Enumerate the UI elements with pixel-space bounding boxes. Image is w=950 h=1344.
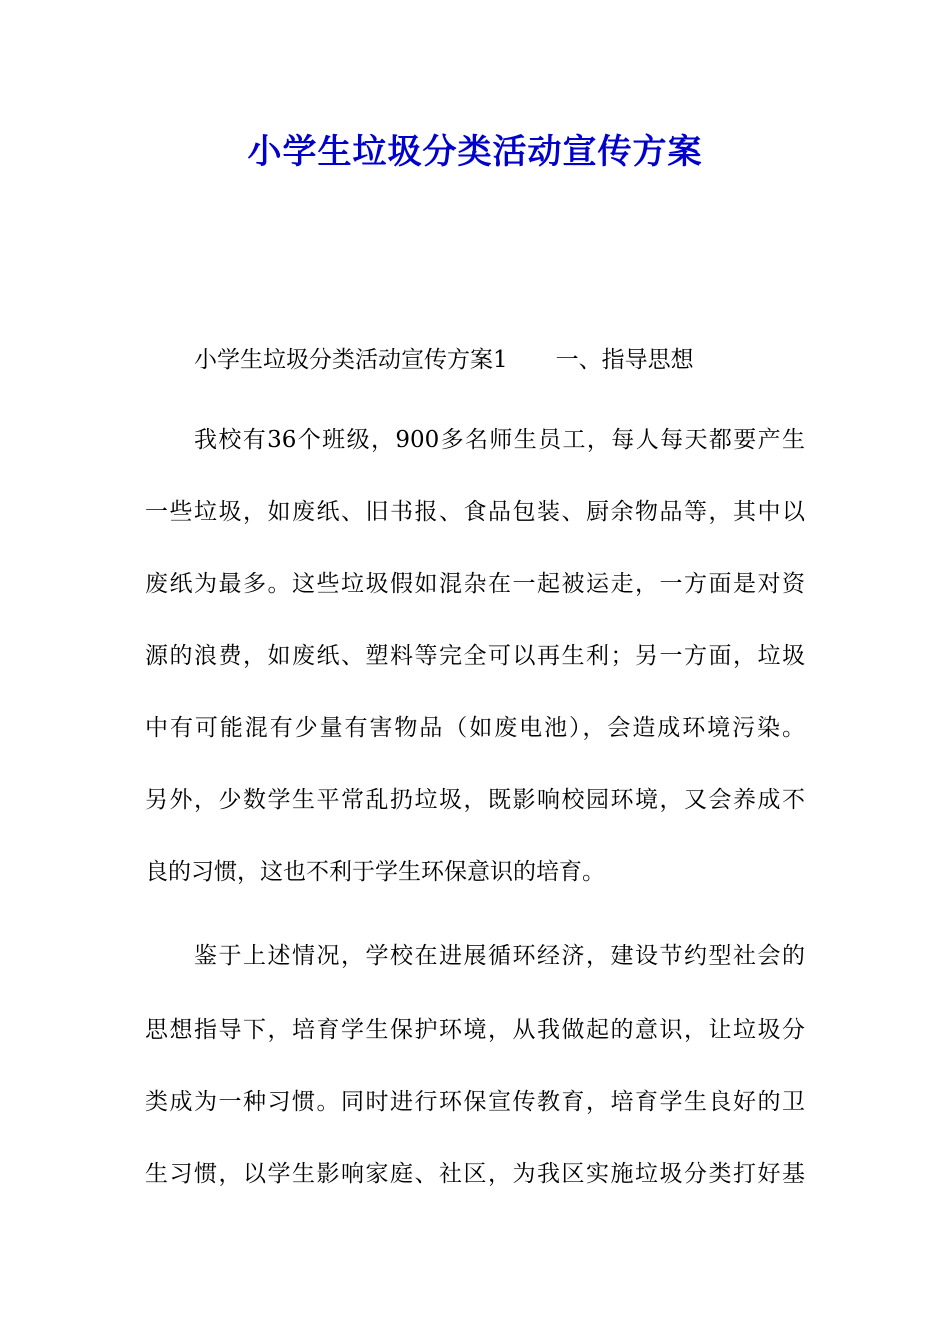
document-title: 小学生垃圾分类活动宣传方案 — [247, 132, 703, 172]
paragraph-line: 一些垃圾，如废纸、旧书报、食品包装、厨余物品等，其中以 — [145, 499, 805, 525]
section-heading-line — [194, 342, 694, 378]
paragraph-line: 废纸为最多。这些垃圾假如混杂在一起被运走，一方面是对资 — [145, 571, 805, 597]
paragraph-line: 中有可能混有少量有害物品（如废电池），会造成环境污染。 — [145, 715, 805, 741]
paragraph-line: 我校有36个班级，900多名师生员工，每人每天都要产生 — [194, 427, 805, 453]
paragraph-line: 思想指导下，培育学生保护环境，从我做起的意识，让垃圾分 — [145, 1017, 805, 1043]
paragraph-line: 另外，少数学生平常乱扔垃圾，既影响校园环境，又会养成不 — [145, 787, 805, 813]
paragraph-line: 鉴于上述情况，学校在进展循环经济，建设节约型社会的 — [194, 943, 805, 969]
paragraph-line: 生习惯，以学生影响家庭、社区，为我区实施垃圾分类打好基 — [145, 1161, 805, 1187]
section-heading: 小学生垃圾分类活动宣传方案1 — [194, 347, 508, 373]
sub-heading: 一、指导思想 — [555, 347, 694, 373]
paragraph-line: 良的习惯，这也不利于学生环保意识的培育。 — [145, 859, 605, 885]
paragraph-line: 源的浪费，如废纸、塑料等完全可以再生利；另一方面，垃圾 — [145, 643, 805, 669]
paragraph-line: 类成为一种习惯。同时进行环保宣传教育，培育学生良好的卫 — [145, 1089, 805, 1115]
